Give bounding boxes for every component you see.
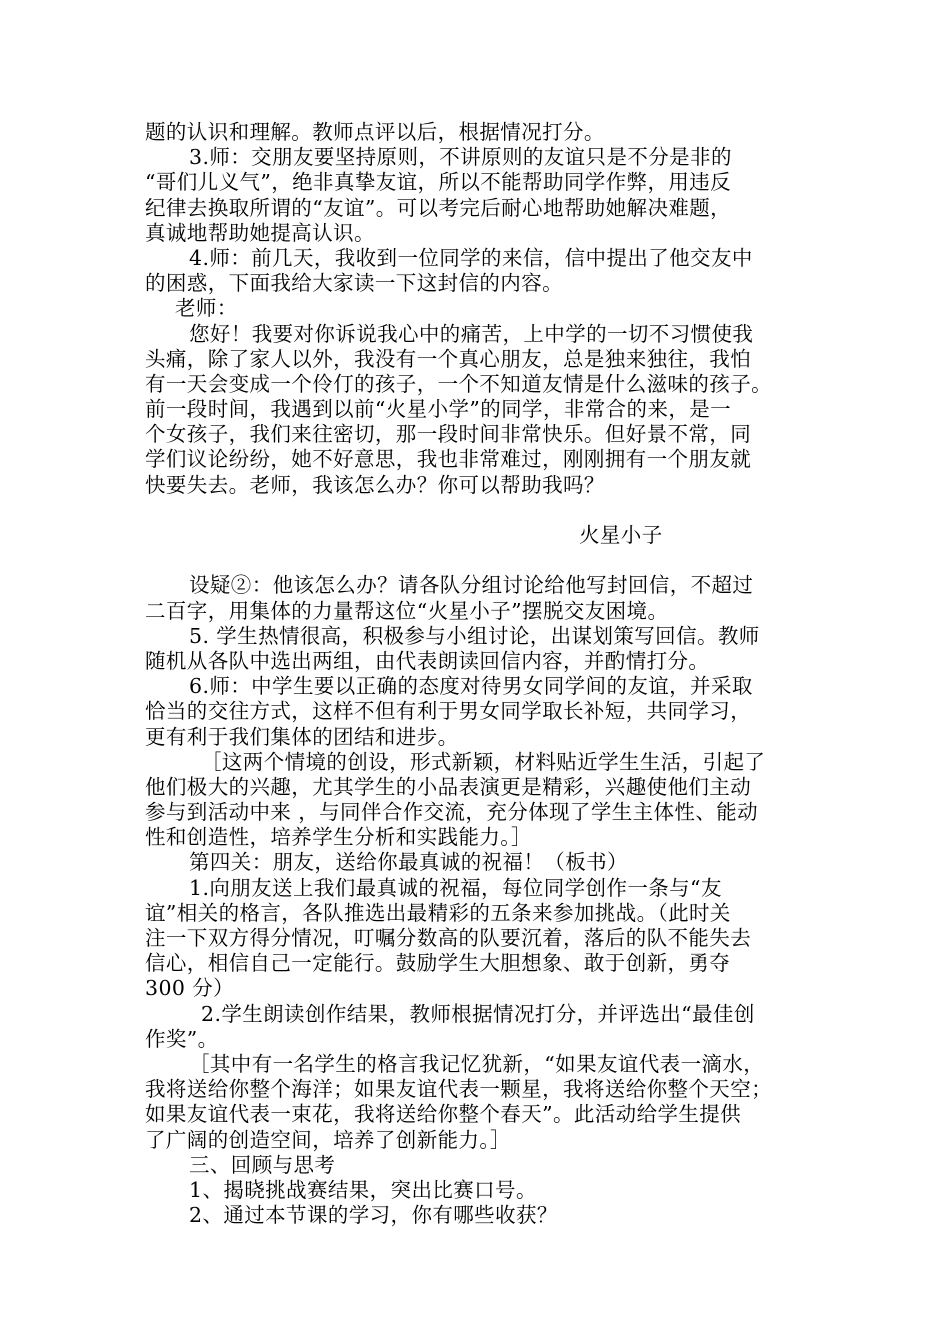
letter-line: 个女孩子，我们来往密切，那一段时间非常快乐。但好景不常，同 [145,422,752,447]
text-line: 3.师：交朋友要坚持原则，不讲原则的友谊只是不分是非的 [189,145,732,170]
commentary-line: 性和创造性，培养学生分析和实践能力。］ [145,825,532,850]
commentary-line: 参与到活动中来 ，与同伴合作交流，充分体现了学生主体性、能动 [145,800,759,825]
commentary-line: 了广阔的创造空间，培养了创新能力。］ [145,1127,511,1152]
text-line: 题的认识和理解。教师点评以后，根据情况打分。 [145,120,605,144]
text-line: 300 分） [145,976,235,1001]
text-line: 注一下双方得分情况，叮嘱分数高的队要沉着，落后的队不能失去 [145,926,752,950]
text-line: 纪律去换取所谓的“友谊”。可以考完后耐心地帮助她解决难题， [145,195,732,220]
text-line: 的困惑，下面我给大家读一下这封信的内容。 [145,271,563,296]
commentary-line: 他们极大的兴趣，尤其学生的小品表演更是精彩，兴趣使他们主动 [145,774,752,799]
letter-signature: 火星小子 [579,523,663,547]
text-line: 2、通过本节课的学习，你有哪些收获？ [189,1203,558,1228]
text-line: 谊”相关的格言，各队推选出最精彩的五条来参加挑战。（此时关 [145,900,731,925]
document-page [145,120,815,1228]
commentary-line: 如果友谊代表一束花，我将送给你整个春天”。此活动给学生提供 [145,1102,742,1127]
text-line: “哥们儿义气”，绝非真挚友谊，所以不能帮助同学作弊，用违反 [145,170,732,195]
text-line: 恰当的交往方式，这样不但有利于男女同学取长补短，共同学习， [145,699,752,724]
commentary-line: ［其中有一名学生的格言我记忆犹新，“如果友谊代表一滴水， [189,1051,765,1076]
letter-line: 头痛，除了家人以外，我没有一个真心朋友，总是独来独往，我怕 [145,346,752,371]
text-line: 作奖”。 [145,1026,219,1051]
text-line: 信心，相信自己一定能行。鼓励学生大胆想象、敢于创新，勇夺 [145,951,731,976]
text-line: 随机从各队中选出两组，由代表朗读回信内容，并酌情打分。 [145,648,710,673]
section-heading: 三、回顾与思考 [189,1152,336,1177]
letter-line: 学们议论纷纷，她不好意思，我也非常难过，刚刚拥有一个朋友就 [145,447,752,472]
letter-line: 前一段时间，我遇到以前“火星小学”的同学，非常合的来，是一 [145,397,732,422]
letter-line: 快要失去。老师，我该怎么办？你可以帮助我吗？ [145,472,605,497]
text-line: 5. 学生热情很高，积极参与小组讨论，出谋划策写回信。教师 [189,623,760,648]
letter-salutation: 老师： [175,296,238,321]
text-line: 1.向朋友送上我们最真诚的祝福，每位同学创作一条与“友 [189,875,722,900]
text-line: 真诚地帮助她提高认识。 [145,220,375,245]
text-line: 1、揭晓挑战赛结果，突出比赛口号。 [189,1177,537,1202]
text-line: 更有利于我们集体的团结和进步。 [145,724,459,749]
section-heading: 第四关：朋友，送给你最真诚的祝福！（板书） [189,850,628,875]
text-line: 设疑②：他该怎么办？请各队分组讨论给他写封回信，不超过 [189,573,754,598]
letter-line: 您好！我要对你诉说我心中的痛苦，上中学的一切不习惯使我 [189,321,754,346]
text-line: 6.师：中学生要以正确的态度对待男女同学间的友谊，并采取 [189,674,753,699]
commentary-line: ［这两个情境的创设，形式新颖，材料贴近学生生活，引起了 [201,749,766,774]
commentary-line: 我将送给你整个海洋；如果友谊代表一颗星，我将送给你整个天空； [145,1077,772,1102]
text-line: 二百字，用集体的力量帮这位“火星小子”摆脱交友困境。 [145,598,669,623]
text-line: 4.师：前几天，我收到一位同学的来信，信中提出了他交友中 [189,245,753,270]
letter-line: 有一天会变成一个伶仃的孩子，一个不知道友情是什么滋味的孩子。 [145,371,772,396]
text-line: 2.学生朗读创作结果，教师根据情况打分，并评选出“最佳创 [201,1001,755,1026]
